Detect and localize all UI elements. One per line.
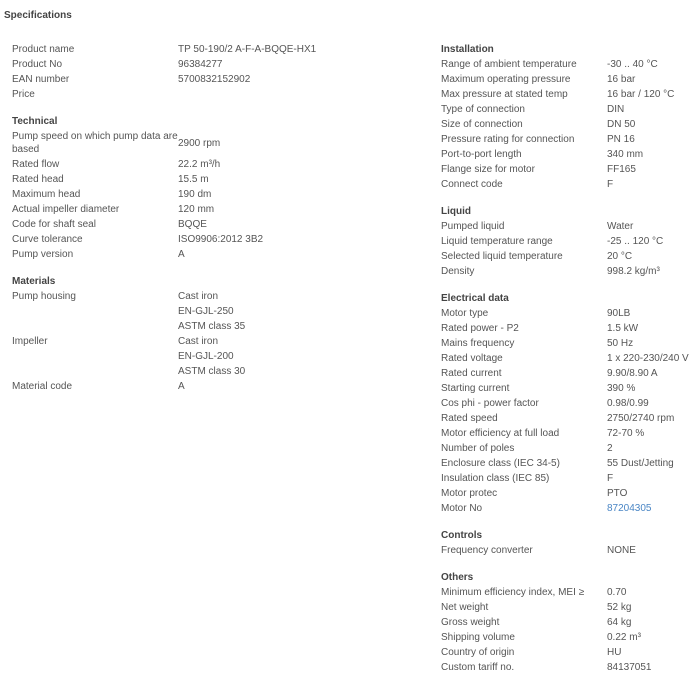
spec-row (12, 247, 302, 262)
spec-row (441, 147, 700, 162)
technical-section (12, 114, 302, 262)
others-section (441, 570, 700, 675)
spec-row (441, 381, 700, 396)
spec-row (441, 426, 700, 441)
spec-label: Rated flow (12, 159, 60, 170)
spec-label: Insulation class (IEC 85) (441, 473, 550, 484)
spec-row (441, 396, 700, 411)
spec-row (441, 585, 700, 600)
spec-value: 0.22 m³ (607, 632, 641, 643)
spec-row (441, 336, 700, 351)
spec-row (441, 471, 700, 486)
spec-value: 190 dm (178, 189, 212, 200)
spec-row (441, 411, 700, 426)
spec-value: A (178, 249, 185, 260)
spec-value: Water (607, 221, 634, 232)
spec-value: 16 bar (607, 74, 636, 85)
spec-row (441, 264, 700, 279)
section-heading: Liquid (441, 206, 471, 217)
spec-value: 52 kg (607, 602, 632, 613)
spec-label: Country of origin (441, 647, 515, 658)
spec-value: 50 Hz (607, 338, 634, 349)
materials-section (12, 274, 302, 394)
spec-value: 1.5 kW (607, 323, 639, 334)
spec-row (441, 501, 700, 516)
spec-row (12, 232, 302, 247)
spec-value: PTO (607, 488, 628, 499)
spec-row (441, 456, 700, 471)
spec-row (12, 42, 317, 57)
spec-row (12, 87, 302, 102)
spec-label: Rated speed (441, 413, 498, 424)
spec-row (441, 234, 700, 249)
spec-label: Rated current (441, 368, 502, 379)
section-heading: Electrical data (441, 293, 509, 304)
section-heading: Materials (12, 276, 56, 287)
spec-row (12, 172, 302, 187)
section-heading: Installation (441, 44, 494, 55)
spec-value: 15.5 m (178, 174, 209, 185)
spec-value: EN-GJL-200 (178, 351, 234, 362)
spec-label: Code for shaft seal (12, 219, 96, 230)
section-heading: Others (441, 572, 474, 583)
spec-label: Rated head (12, 174, 64, 185)
spec-value: 340 mm (607, 149, 644, 160)
spec-value: HU (607, 647, 622, 658)
spec-label: Pressure rating for connection (441, 134, 575, 145)
liquid-section (441, 204, 700, 279)
spec-value: F (607, 473, 614, 484)
spec-row (12, 379, 302, 394)
spec-value: -25 .. 120 °C (607, 236, 664, 247)
spec-label: Starting current (441, 383, 510, 394)
spec-row (441, 219, 700, 234)
spec-row (441, 132, 700, 147)
spec-row (441, 600, 700, 615)
spec-row (441, 486, 700, 501)
spec-value: 64 kg (607, 617, 632, 628)
spec-value: Cast iron (178, 291, 219, 302)
spec-label: Motor efficiency at full load (441, 428, 560, 439)
spec-label: Rated voltage (441, 353, 503, 364)
spec-row (441, 366, 700, 381)
product-summary-section (12, 42, 317, 102)
spec-value: EN-GJL-250 (178, 306, 234, 317)
spec-row (441, 102, 700, 117)
spec-label: Product No (12, 59, 63, 70)
spec-row (441, 321, 700, 336)
installation-section (441, 42, 700, 192)
spec-value: NONE (607, 545, 636, 556)
spec-label: Impeller (12, 336, 48, 347)
spec-value: 2900 rpm (178, 137, 221, 149)
spec-label: Maximum operating pressure (441, 74, 571, 85)
spec-row (12, 187, 302, 202)
spec-label: Number of poles (441, 443, 515, 454)
spec-label: Pump speed on which pump data are based (12, 131, 178, 155)
spec-value: ISO9906:2012 3B2 (178, 234, 264, 245)
spec-label: Selected liquid temperature (441, 251, 563, 262)
spec-label: Pumped liquid (441, 221, 505, 232)
spec-value: 0.98/0.99 (607, 398, 649, 409)
spec-label: Custom tariff no. (441, 662, 515, 673)
spec-label: Density (441, 266, 475, 277)
spec-row (441, 645, 700, 660)
spec-value: ASTM class 30 (178, 366, 246, 377)
spec-label: Pump version (12, 249, 74, 260)
spec-label: Pump housing (12, 291, 76, 302)
spec-label: Port-to-port length (441, 149, 522, 160)
spec-value: 9.90/8.90 A (607, 368, 658, 379)
spec-label: Size of connection (441, 119, 523, 130)
spec-row (12, 72, 302, 87)
spec-value: 0.70 (607, 587, 627, 598)
right-column (441, 42, 700, 687)
spec-label: Product name (12, 44, 75, 55)
spec-label: Connect code (441, 179, 503, 190)
spec-value-list (178, 289, 302, 334)
left-column (12, 42, 317, 406)
spec-value: 96384277 (178, 59, 223, 70)
page-title: Specifications (4, 10, 72, 21)
spec-value: 5700832152902 (178, 74, 251, 85)
controls-section (441, 528, 700, 558)
spec-value: 20 °C (607, 251, 633, 262)
spec-label: Curve tolerance (12, 234, 83, 245)
spec-value: PN 16 (607, 134, 635, 145)
spec-value: BQQE (178, 219, 207, 230)
spec-value: Cast iron (178, 336, 219, 347)
spec-row (12, 289, 302, 334)
spec-row (12, 57, 302, 72)
spec-label: Maximum head (12, 189, 81, 200)
spec-label: Cos phi - power factor (441, 398, 539, 409)
spec-row (441, 615, 700, 630)
spec-value: 998.2 kg/m³ (607, 266, 660, 277)
spec-row (441, 162, 700, 177)
spec-value: 16 bar / 120 °C (607, 89, 675, 100)
spec-value: 390 % (607, 383, 636, 394)
spec-value: 2 (607, 443, 613, 454)
spec-value: TP 50-190/2 A-F-A-BQQE-HX1 (178, 44, 317, 55)
spec-value: 90LB (607, 308, 631, 319)
spec-label: Material code (12, 381, 73, 392)
spec-row (441, 177, 700, 192)
electrical-data-section (441, 291, 700, 516)
spec-label: Max pressure at stated temp (441, 89, 568, 100)
spec-row (441, 57, 700, 72)
spec-value: 120 mm (178, 204, 215, 215)
spec-row (441, 306, 700, 321)
spec-value: 72-70 % (607, 428, 645, 439)
spec-value: 22.2 m³/h (178, 159, 221, 170)
spec-label: EAN number (12, 74, 70, 85)
spec-row (441, 87, 700, 102)
spec-label: Actual impeller diameter (12, 204, 120, 215)
spec-label: Flange size for motor (441, 164, 535, 175)
spec-value: 2750/2740 rpm (607, 413, 675, 424)
spec-label: Gross weight (441, 617, 500, 628)
spec-label: Price (12, 89, 35, 100)
spec-row (441, 660, 700, 675)
spec-label: Motor No (441, 503, 483, 514)
spec-label: Liquid temperature range (441, 236, 553, 247)
spec-row (12, 334, 302, 379)
spec-value: ASTM class 35 (178, 321, 246, 332)
spec-row (12, 202, 302, 217)
motor-number-link[interactable]: 87204305 (607, 503, 652, 514)
spec-value-list (178, 334, 302, 379)
section-heading: Controls (441, 530, 483, 541)
spec-value: 84137051 (607, 662, 652, 673)
spec-row (441, 351, 700, 366)
spec-label: Motor protec (441, 488, 498, 499)
spec-row (12, 157, 302, 172)
spec-row (12, 129, 302, 157)
spec-label: Shipping volume (441, 632, 515, 643)
spec-label: Net weight (441, 602, 489, 613)
spec-label: Enclosure class (IEC 34-5) (441, 458, 560, 469)
section-heading: Technical (12, 116, 58, 127)
spec-row (441, 441, 700, 456)
spec-label: Minimum efficiency index, MEI ≥ (441, 587, 585, 598)
spec-label: Range of ambient temperature (441, 59, 577, 70)
spec-row (441, 72, 700, 87)
spec-label: Motor type (441, 308, 489, 319)
spec-label: Rated power - P2 (441, 323, 519, 334)
spec-value (607, 501, 700, 516)
spec-value: DN 50 (607, 119, 636, 130)
spec-value: FF165 (607, 164, 636, 175)
spec-label: Frequency converter (441, 545, 533, 556)
spec-row (12, 217, 302, 232)
spec-label: Mains frequency (441, 338, 515, 349)
spec-value: DIN (607, 104, 625, 115)
spec-value: A (178, 381, 185, 392)
spec-row (441, 249, 700, 264)
spec-value: 55 Dust/Jetting (607, 458, 674, 469)
spec-value: -30 .. 40 °C (607, 59, 658, 70)
spec-label: Type of connection (441, 104, 525, 115)
spec-row (441, 543, 700, 558)
spec-row (441, 630, 700, 645)
spec-value: 1 x 220-230/240 V (607, 353, 689, 364)
spec-value: F (607, 179, 614, 190)
spec-row (441, 117, 700, 132)
